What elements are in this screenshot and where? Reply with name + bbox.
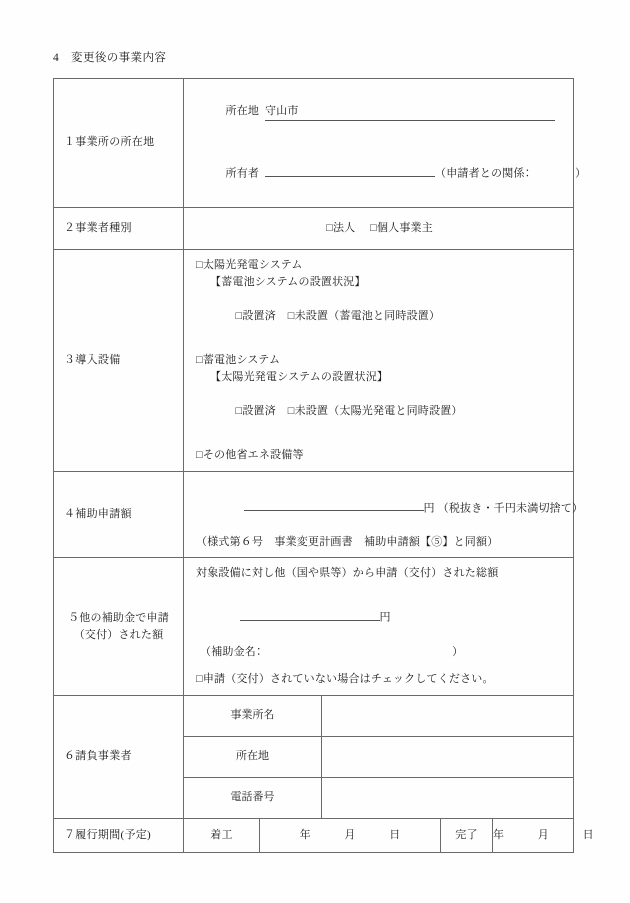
subsidy-amount-reference: （様式第６号 事業変更計画書 補助申請額【⑤】と同額） (196, 536, 499, 549)
table-row-business-type (54, 207, 574, 249)
other-subsidy-name-field[interactable]: （補助金名： ） (200, 645, 464, 658)
checkbox-storage-battery-system[interactable]: □蓄電池システム (196, 353, 281, 366)
row-label-contractor: ６請負事業者 (54, 695, 184, 818)
business-type-options (196, 220, 563, 237)
row-label-equipment: ３導入設備 (54, 249, 184, 472)
row-label-other-subsidy-line2: （交付）された額 (73, 628, 164, 641)
location-owner-input[interactable] (265, 165, 435, 176)
row-label-other-subsidy (54, 558, 184, 696)
subsidy-amount-line (196, 483, 584, 535)
contractor-office-name-input[interactable] (322, 695, 574, 736)
location-owner-relation-note: （申請者との関係： ） (435, 167, 587, 180)
checkbox-solar-storage-installed[interactable]: □設置済 (235, 309, 276, 322)
row-value-equipment (184, 249, 574, 472)
subsidy-amount-note: （税抜き・千円未満切捨て） (437, 502, 584, 515)
location-address-line (196, 86, 563, 138)
checkbox-corporation[interactable]: □法人 (326, 221, 356, 234)
table-row-period (54, 818, 574, 852)
checkbox-solar-system[interactable]: □太陽光発電システム (196, 258, 303, 271)
contractor-office-name-label: 事業所名 (184, 695, 322, 736)
business-content-form-table (53, 78, 594, 853)
checkbox-other-energy-saving[interactable]: □その他省エネ設備等 (196, 449, 304, 462)
row-label-other-subsidy-line1: ５他の補助金で申請 (68, 611, 169, 624)
contractor-address-input[interactable] (322, 736, 574, 777)
other-subsidy-amount-line (196, 592, 563, 644)
checkbox-battery-solar-simultaneous[interactable]: □未設置（太陽光発電と同時設置） (287, 405, 463, 418)
row-value-business-type (184, 207, 574, 249)
checkbox-solar-storage-simultaneous[interactable]: □未設置（蓄電池と同時設置） (287, 309, 441, 322)
spacer (196, 661, 563, 671)
contractor-address-label: 所在地 (184, 736, 322, 777)
period-end-date-input[interactable]: 年 月 日 (493, 818, 574, 852)
row-label-business-type: ２事業者種別 (54, 207, 184, 249)
checkbox-no-other-subsidy[interactable]: □申請（交付）されていない場合はチェックしてください。 (196, 672, 494, 685)
table-row-contractor-name (54, 695, 574, 736)
period-end-label: 完了 (441, 818, 493, 852)
battery-solar-status-heading: 【太陽光発電システムの設置状況】 (210, 371, 389, 383)
row-value-subsidy-amount (184, 472, 584, 558)
contractor-phone-label: 電話番号 (184, 777, 322, 818)
spacer (196, 437, 563, 447)
solar-storage-options (196, 291, 563, 342)
period-start-date-input[interactable]: 年 月 日 (260, 818, 441, 852)
spacer (196, 342, 563, 352)
row-value-other-subsidy (184, 558, 574, 696)
table-row-equipment (54, 249, 574, 472)
row-label-period: ７履行期間(予定) (54, 818, 184, 852)
period-start-label: 着工 (184, 818, 260, 852)
checkbox-battery-solar-installed[interactable]: □設置済 (235, 405, 276, 418)
subsidy-amount-input[interactable] (244, 500, 424, 511)
other-subsidy-heading: 対象設備に対し他（国や県等）から申請（交付）された総額 (196, 567, 499, 580)
location-owner-line (196, 148, 587, 200)
checkbox-sole-proprietor[interactable]: □個人事業主 (370, 221, 433, 234)
subsidy-amount-unit: 円 (423, 502, 435, 515)
location-owner-label: 所有者 (225, 167, 260, 180)
row-value-location (184, 79, 587, 208)
row-label-subsidy-amount: ４補助申請額 (54, 472, 184, 558)
solar-storage-status-heading: 【蓄電池システムの設置状況】 (210, 275, 366, 288)
location-address-input[interactable]: 守山市 (265, 103, 555, 121)
location-address-label: 所在地 (225, 105, 260, 118)
spacer (196, 582, 563, 592)
table-row-other-subsidy (54, 558, 574, 696)
other-subsidy-amount-unit: 円 (379, 611, 391, 624)
battery-solar-options (196, 386, 563, 437)
table-row-subsidy-amount (54, 472, 574, 558)
page-title: 4 変更後の事業内容 (53, 52, 167, 64)
spacer (196, 138, 563, 148)
contractor-phone-input[interactable] (322, 777, 574, 818)
other-subsidy-amount-input[interactable] (240, 609, 380, 620)
table-row-location (54, 79, 574, 208)
row-label-location: １事業所の所在地 (54, 79, 184, 208)
